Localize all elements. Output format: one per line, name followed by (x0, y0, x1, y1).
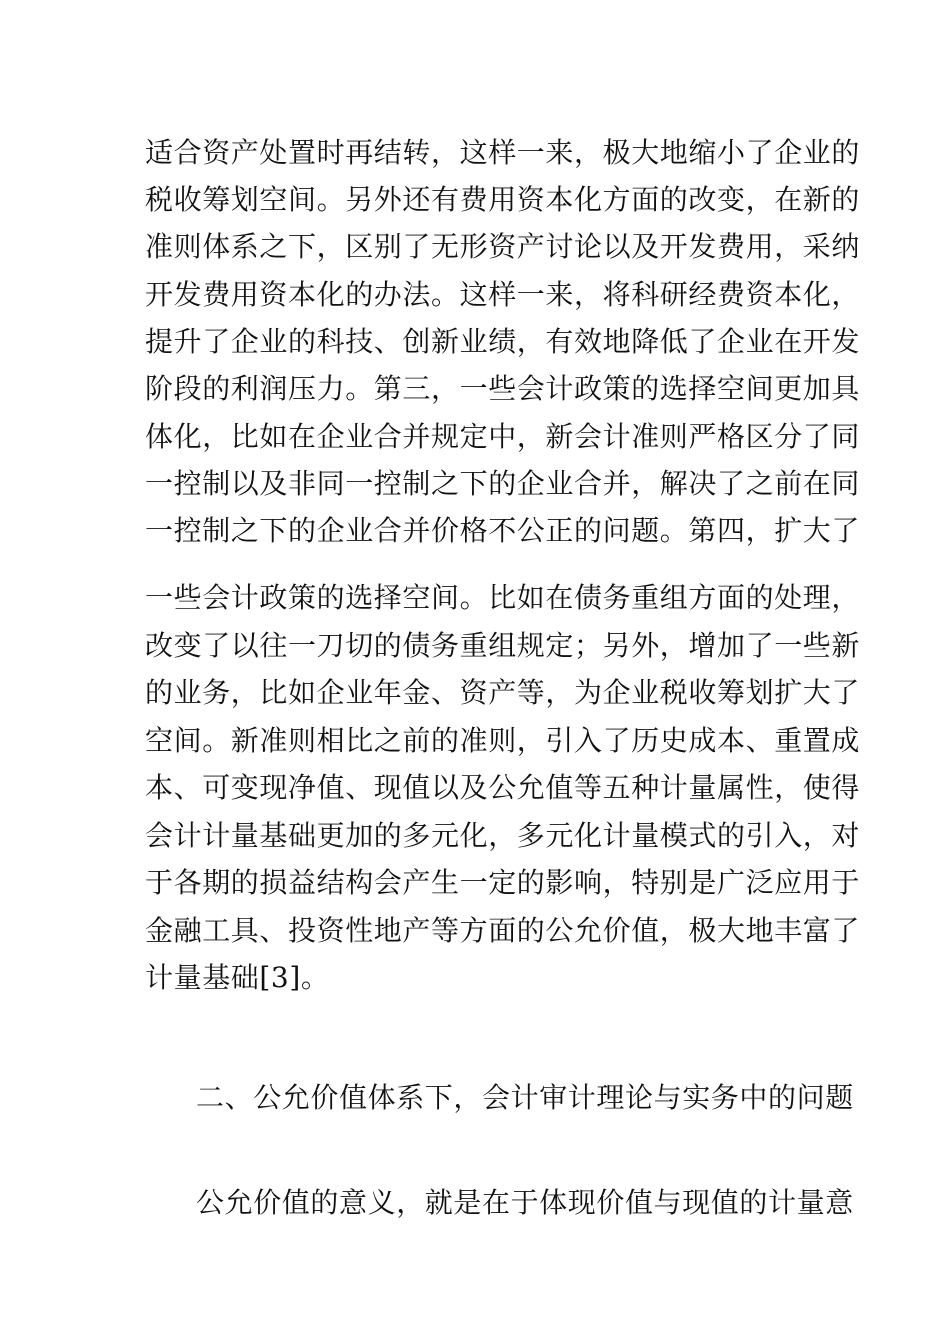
paragraph-line: 本、可变现净值、现值以及公允值等五种计量属性，使得 (145, 771, 861, 804)
paragraph-line: 于各期的损益结构会产生一定的影响，特别是广泛应用于 (145, 866, 861, 899)
paragraph-line: 一控制以及非同一控制之下的企业合并，解决了之前在同 (145, 467, 861, 500)
paragraph-line: 税收筹划空间。另外还有费用资本化方面的改变，在新的 (145, 183, 861, 216)
paragraph-line: 体化，比如在企业合并规定中，新会计准则严格区分了同 (145, 420, 861, 453)
paragraph-line: 计量基础[3]。 (145, 961, 330, 994)
paragraph-line: 适合资产处置时再结转，这样一来，极大地缩小了企业的 (145, 136, 861, 169)
paragraph-line: 开发费用资本化的办法。这样一来，将科研经费资本化， (145, 278, 861, 311)
paragraph-first-line: 公允价值的意义，就是在于体现价值与现值的计量意 (196, 1186, 854, 1219)
paragraph-line: 的业务，比如企业年金、资产等，为企业税收筹划扩大了 (145, 676, 861, 709)
paragraph-line: 提升了企业的科技、创新业绩，有效地降低了企业在开发 (145, 325, 861, 358)
paragraph-line: 改变了以往一刀切的债务重组规定；另外，增加了一些新 (145, 629, 861, 662)
paragraph-line: 阶段的利润压力。第三，一些会计政策的选择空间更加具 (145, 372, 861, 405)
paragraph-line: 一控制之下的企业合并价格不公正的问题。第四，扩大了 (145, 514, 861, 547)
section-heading: 二、公允价值体系下，会计审计理论与实务中的问题 (196, 1081, 854, 1114)
paragraph-line: 一些会计政策的选择空间。比如在债务重组方面的处理， (145, 581, 861, 614)
paragraph-line: 金融工具、投资性地产等方面的公允价值，极大地丰富了 (145, 914, 861, 947)
paragraph-line: 准则体系之下，区别了无形资产讨论以及开发费用，采纳 (145, 230, 861, 263)
paragraph-line: 空间。新准则相比之前的准则，引入了历史成本、重置成 (145, 724, 861, 757)
paragraph-line: 会计计量基础更加的多元化，多元化计量模式的引入，对 (145, 819, 861, 852)
